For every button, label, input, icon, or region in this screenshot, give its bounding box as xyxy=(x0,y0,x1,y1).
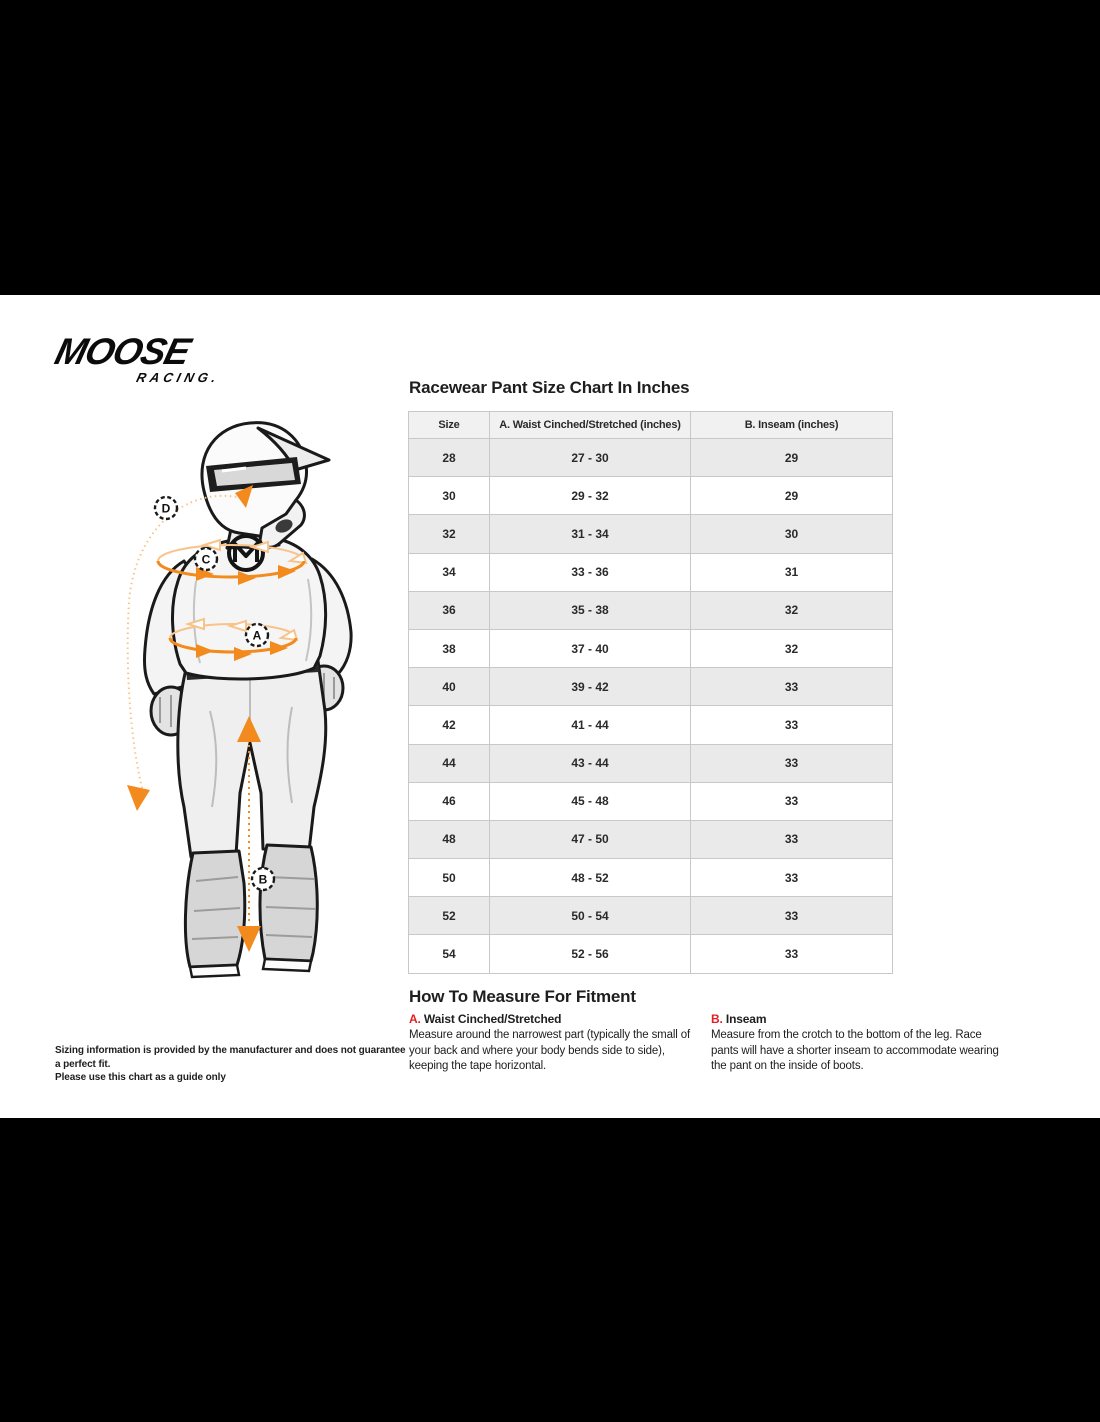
bottom-letterbox-bar xyxy=(0,1118,1100,1422)
table-cell: 29 - 32 xyxy=(490,477,691,515)
table-cell: 45 - 48 xyxy=(490,782,691,820)
table-column-header: B. Inseam (inches) xyxy=(691,412,893,439)
table-cell: 33 xyxy=(691,744,893,782)
table-cell: 52 - 56 xyxy=(490,935,691,973)
table-cell: 33 xyxy=(691,782,893,820)
table-cell: 42 xyxy=(409,706,490,744)
right-boot-sole xyxy=(263,959,311,971)
table-cell: 35 - 38 xyxy=(490,591,691,629)
table-row xyxy=(409,629,893,667)
table-row xyxy=(409,515,893,553)
table-cell: 52 xyxy=(409,897,490,935)
disclaimer-text xyxy=(55,1044,407,1085)
table-cell: 29 xyxy=(691,477,893,515)
table-cell: 38 xyxy=(409,629,490,667)
table-cell: 32 xyxy=(691,629,893,667)
how-to-waist-title xyxy=(409,1012,703,1027)
marker-badge-a xyxy=(246,624,268,646)
table-cell: 30 xyxy=(409,477,490,515)
table-cell: 30 xyxy=(691,515,893,553)
table-cell: 44 xyxy=(409,744,490,782)
table-cell: 33 xyxy=(691,935,893,973)
table-row xyxy=(409,897,893,935)
table-cell: 46 xyxy=(409,782,490,820)
table-row xyxy=(409,782,893,820)
how-to-waist-label: Waist Cinched/Stretched xyxy=(423,1012,562,1026)
table-row xyxy=(409,744,893,782)
marker-badge-c xyxy=(195,548,217,570)
how-to-heading: How To Measure For Fitment xyxy=(409,987,636,1006)
table-row xyxy=(409,706,893,744)
size-table xyxy=(408,411,893,974)
table-cell: 33 xyxy=(691,820,893,858)
table-cell: 32 xyxy=(691,591,893,629)
table-row xyxy=(409,591,893,629)
how-to-inseam-block xyxy=(711,1012,1005,1075)
table-row xyxy=(409,477,893,515)
table-column-header: Size xyxy=(409,412,490,439)
table-cell: 28 xyxy=(409,439,490,477)
how-to-waist-block xyxy=(409,1012,703,1075)
table-cell: 54 xyxy=(409,935,490,973)
table-cell: 33 xyxy=(691,859,893,897)
pants xyxy=(178,661,326,857)
table-cell: 33 xyxy=(691,897,893,935)
table-column-header: A. Waist Cinched/Stretched (inches) xyxy=(490,412,691,439)
rider-measurement-illustration xyxy=(100,411,410,983)
marker-letter-b: B xyxy=(258,872,268,887)
table-cell: 33 xyxy=(691,706,893,744)
right-boot xyxy=(260,845,317,961)
size-chart-page xyxy=(0,295,1100,1118)
how-to-inseam-title xyxy=(711,1012,1005,1027)
marker-letter-a: A xyxy=(252,628,262,643)
moose-racing-logo xyxy=(48,331,230,385)
table-row xyxy=(409,553,893,591)
table-cell: 33 - 36 xyxy=(490,553,691,591)
table-cell: 48 - 52 xyxy=(490,859,691,897)
table-cell: 36 xyxy=(409,591,490,629)
left-boot-sole xyxy=(190,965,239,977)
table-header-row xyxy=(409,412,893,439)
table-cell: 40 xyxy=(409,668,490,706)
marker-badge-b xyxy=(252,868,274,890)
how-to-inseam-body: Measure from the crotch to the bottom of the leg. Race pants will have a shorter inseam to accommodate wearing the pant on the inside of boots. xyxy=(711,1029,999,1072)
table-cell: 31 xyxy=(691,553,893,591)
table-cell: 41 - 44 xyxy=(490,706,691,744)
table-cell: 48 xyxy=(409,820,490,858)
table-cell: 50 xyxy=(409,859,490,897)
table-cell: 32 xyxy=(409,515,490,553)
table-row xyxy=(409,859,893,897)
size-table-body xyxy=(409,439,893,974)
table-row xyxy=(409,439,893,477)
table-cell: 31 - 34 xyxy=(490,515,691,553)
disclaimer-line-2: Please use this chart as a guide only xyxy=(55,1072,226,1083)
table-row xyxy=(409,668,893,706)
table-cell: 37 - 40 xyxy=(490,629,691,667)
table-cell: 47 - 50 xyxy=(490,820,691,858)
size-chart-title: Racewear Pant Size Chart In Inches xyxy=(409,378,690,397)
table-cell: 34 xyxy=(409,553,490,591)
table-cell: 39 - 42 xyxy=(490,668,691,706)
table-row xyxy=(409,935,893,973)
how-to-inseam-label: Inseam xyxy=(725,1012,767,1026)
table-cell: 27 - 30 xyxy=(490,439,691,477)
table-row xyxy=(409,820,893,858)
table-cell: 50 - 54 xyxy=(490,897,691,935)
helmet xyxy=(202,423,329,548)
top-letterbox-bar xyxy=(0,0,1100,295)
logo-wordmark: MOOSE xyxy=(51,331,194,372)
disclaimer-line-1: Sizing information is provided by the manufacturer and does not guarantee a perfect fit. xyxy=(55,1045,406,1070)
table-cell: 33 xyxy=(691,668,893,706)
marker-letter-d: D xyxy=(161,501,171,516)
table-cell: 43 - 44 xyxy=(490,744,691,782)
marker-letter-c: C xyxy=(201,552,211,567)
logo-subtext: RACING. xyxy=(134,370,222,385)
table-cell: 29 xyxy=(691,439,893,477)
how-to-waist-prefix: A. xyxy=(409,1012,421,1026)
how-to-waist-body: Measure around the narrowest part (typically the small of your back and where your body bends side to side), keeping the tape horizontal. xyxy=(409,1029,690,1072)
how-to-inseam-prefix: B. xyxy=(711,1012,723,1026)
marker-badge-d xyxy=(155,497,177,519)
